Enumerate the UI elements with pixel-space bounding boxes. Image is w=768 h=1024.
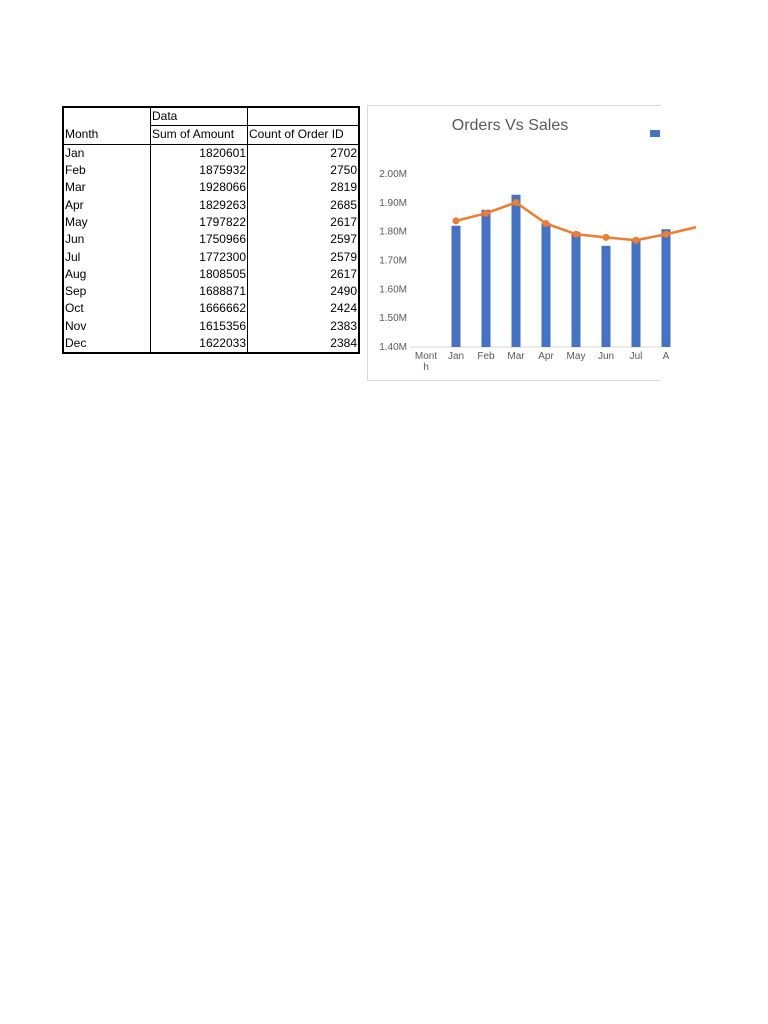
cell-orders[interactable]: 2579 bbox=[330, 249, 357, 264]
table-row bbox=[63, 214, 359, 231]
pivot-header-row-2 bbox=[63, 126, 359, 144]
cell-orders[interactable]: 2750 bbox=[330, 163, 357, 178]
table-row bbox=[63, 318, 359, 335]
bar-mar[interactable] bbox=[512, 195, 521, 347]
cell-orders[interactable]: 2617 bbox=[330, 266, 357, 281]
line-point-aug[interactable] bbox=[663, 231, 670, 238]
table-row bbox=[63, 162, 359, 179]
header-cell-data[interactable]: Data bbox=[151, 107, 248, 126]
cell-orders[interactable]: 2384 bbox=[330, 336, 357, 350]
bar-series bbox=[452, 195, 671, 347]
header-cell-blank[interactable] bbox=[63, 107, 151, 126]
table-row bbox=[63, 300, 359, 317]
bar-apr[interactable] bbox=[542, 223, 551, 347]
cell-amount[interactable]: 1797822 bbox=[151, 214, 248, 231]
cell-month[interactable]: Jun bbox=[63, 231, 151, 248]
cell-month[interactable]: Dec bbox=[63, 335, 151, 353]
cell-orders[interactable]: 2490 bbox=[330, 284, 357, 299]
cell-amount[interactable]: 1928066 bbox=[151, 179, 248, 196]
line-point-feb[interactable] bbox=[483, 210, 490, 217]
cell-orders[interactable]: 2597 bbox=[330, 232, 357, 247]
y-tick-label: 1.80M bbox=[379, 226, 407, 238]
bar-jul[interactable] bbox=[632, 240, 641, 347]
cell-orders[interactable]: 2617 bbox=[330, 214, 357, 229]
table-row bbox=[63, 231, 359, 248]
bar-aug[interactable] bbox=[662, 229, 671, 347]
table-row bbox=[63, 196, 359, 213]
cell-month[interactable]: Mar bbox=[63, 179, 151, 196]
header-sum-of-amount[interactable]: Sum of Amount bbox=[151, 126, 248, 144]
cell-orders[interactable]: 2424 bbox=[330, 301, 357, 316]
x-tick-label: Apr bbox=[538, 351, 554, 362]
y-tick-label: 1.60M bbox=[379, 284, 407, 296]
cell-orders[interactable]: 2819 bbox=[330, 180, 357, 195]
cell-month[interactable]: Sep bbox=[63, 283, 151, 300]
cell-orders[interactable]: 2702 bbox=[330, 145, 357, 160]
cell-amount[interactable]: 1772300 bbox=[151, 248, 248, 265]
cell-amount[interactable]: 1688871 bbox=[151, 283, 248, 300]
cell-orders[interactable]: 2383 bbox=[330, 318, 357, 333]
cell-amount[interactable]: 1750966 bbox=[151, 231, 248, 248]
cell-amount[interactable]: 1615356 bbox=[151, 318, 248, 335]
x-tick-label: h bbox=[423, 362, 429, 373]
y-tick-label: 1.70M bbox=[379, 255, 407, 267]
line-point-jun[interactable] bbox=[603, 234, 610, 241]
pivot-header-row-1 bbox=[63, 107, 359, 126]
bar-feb[interactable] bbox=[482, 210, 491, 347]
table-row bbox=[63, 248, 359, 265]
cell-month[interactable]: Jan bbox=[63, 144, 151, 162]
y-tick-label: 2.00M bbox=[379, 169, 407, 180]
header-count-of-order-id[interactable]: Count of Order ID bbox=[248, 126, 360, 144]
x-tick-label: Mar bbox=[507, 351, 525, 362]
y-tick-label: 1.50M bbox=[379, 313, 407, 325]
line-point-mar[interactable] bbox=[513, 199, 520, 206]
header-month[interactable]: Month bbox=[63, 126, 151, 144]
cell-month[interactable]: Jul bbox=[63, 248, 151, 265]
table-row bbox=[63, 335, 359, 353]
header-cell-blank-2[interactable] bbox=[248, 107, 360, 126]
x-tick-label: Jul bbox=[629, 351, 643, 362]
cell-amount[interactable]: 1829263 bbox=[151, 196, 248, 213]
line-point-jul[interactable] bbox=[633, 237, 640, 244]
chart-canvas bbox=[368, 106, 670, 380]
cell-amount[interactable]: 1875932 bbox=[151, 162, 248, 179]
x-tick-label: May bbox=[566, 351, 586, 362]
bar-jan[interactable] bbox=[452, 226, 461, 347]
cell-month[interactable]: Feb bbox=[63, 162, 151, 179]
x-tick-label: A bbox=[662, 351, 670, 362]
cell-month[interactable]: Apr bbox=[63, 196, 151, 213]
cell-month[interactable]: May bbox=[63, 214, 151, 231]
bar-jun[interactable] bbox=[602, 246, 611, 347]
table-row bbox=[63, 283, 359, 300]
chart-title: Orders Vs Sales bbox=[451, 117, 569, 134]
x-tick-label: Mont bbox=[414, 351, 438, 362]
x-axis bbox=[415, 351, 670, 373]
bar-may[interactable] bbox=[572, 232, 581, 347]
line-point-apr[interactable] bbox=[543, 220, 550, 227]
table-row bbox=[63, 179, 359, 196]
legend-swatch-bar bbox=[650, 130, 660, 137]
cell-month[interactable]: Aug bbox=[63, 266, 151, 283]
table-row bbox=[63, 144, 359, 162]
x-tick-label: Jan bbox=[447, 351, 465, 362]
cell-month[interactable]: Nov bbox=[63, 318, 151, 335]
y-tick-label: 1.90M bbox=[379, 197, 407, 209]
x-tick-label: Jun bbox=[597, 351, 615, 362]
y-tick-label: 1.40M bbox=[379, 342, 407, 353]
cell-amount[interactable]: 1666662 bbox=[151, 300, 248, 317]
cell-amount[interactable]: 1820601 bbox=[151, 144, 248, 162]
table-row bbox=[63, 266, 359, 283]
x-tick-label: Feb bbox=[477, 351, 495, 362]
cell-orders[interactable]: 2685 bbox=[330, 197, 357, 212]
cell-amount[interactable]: 1808505 bbox=[151, 266, 248, 283]
pivot-table bbox=[62, 106, 360, 354]
line-point-may[interactable] bbox=[573, 231, 580, 238]
line-point-jan[interactable] bbox=[453, 217, 460, 224]
y-axis bbox=[379, 169, 407, 353]
orders-vs-sales-chart[interactable] bbox=[367, 105, 670, 381]
cell-amount[interactable]: 1622033 bbox=[151, 335, 248, 353]
cell-month[interactable]: Oct bbox=[63, 300, 151, 317]
